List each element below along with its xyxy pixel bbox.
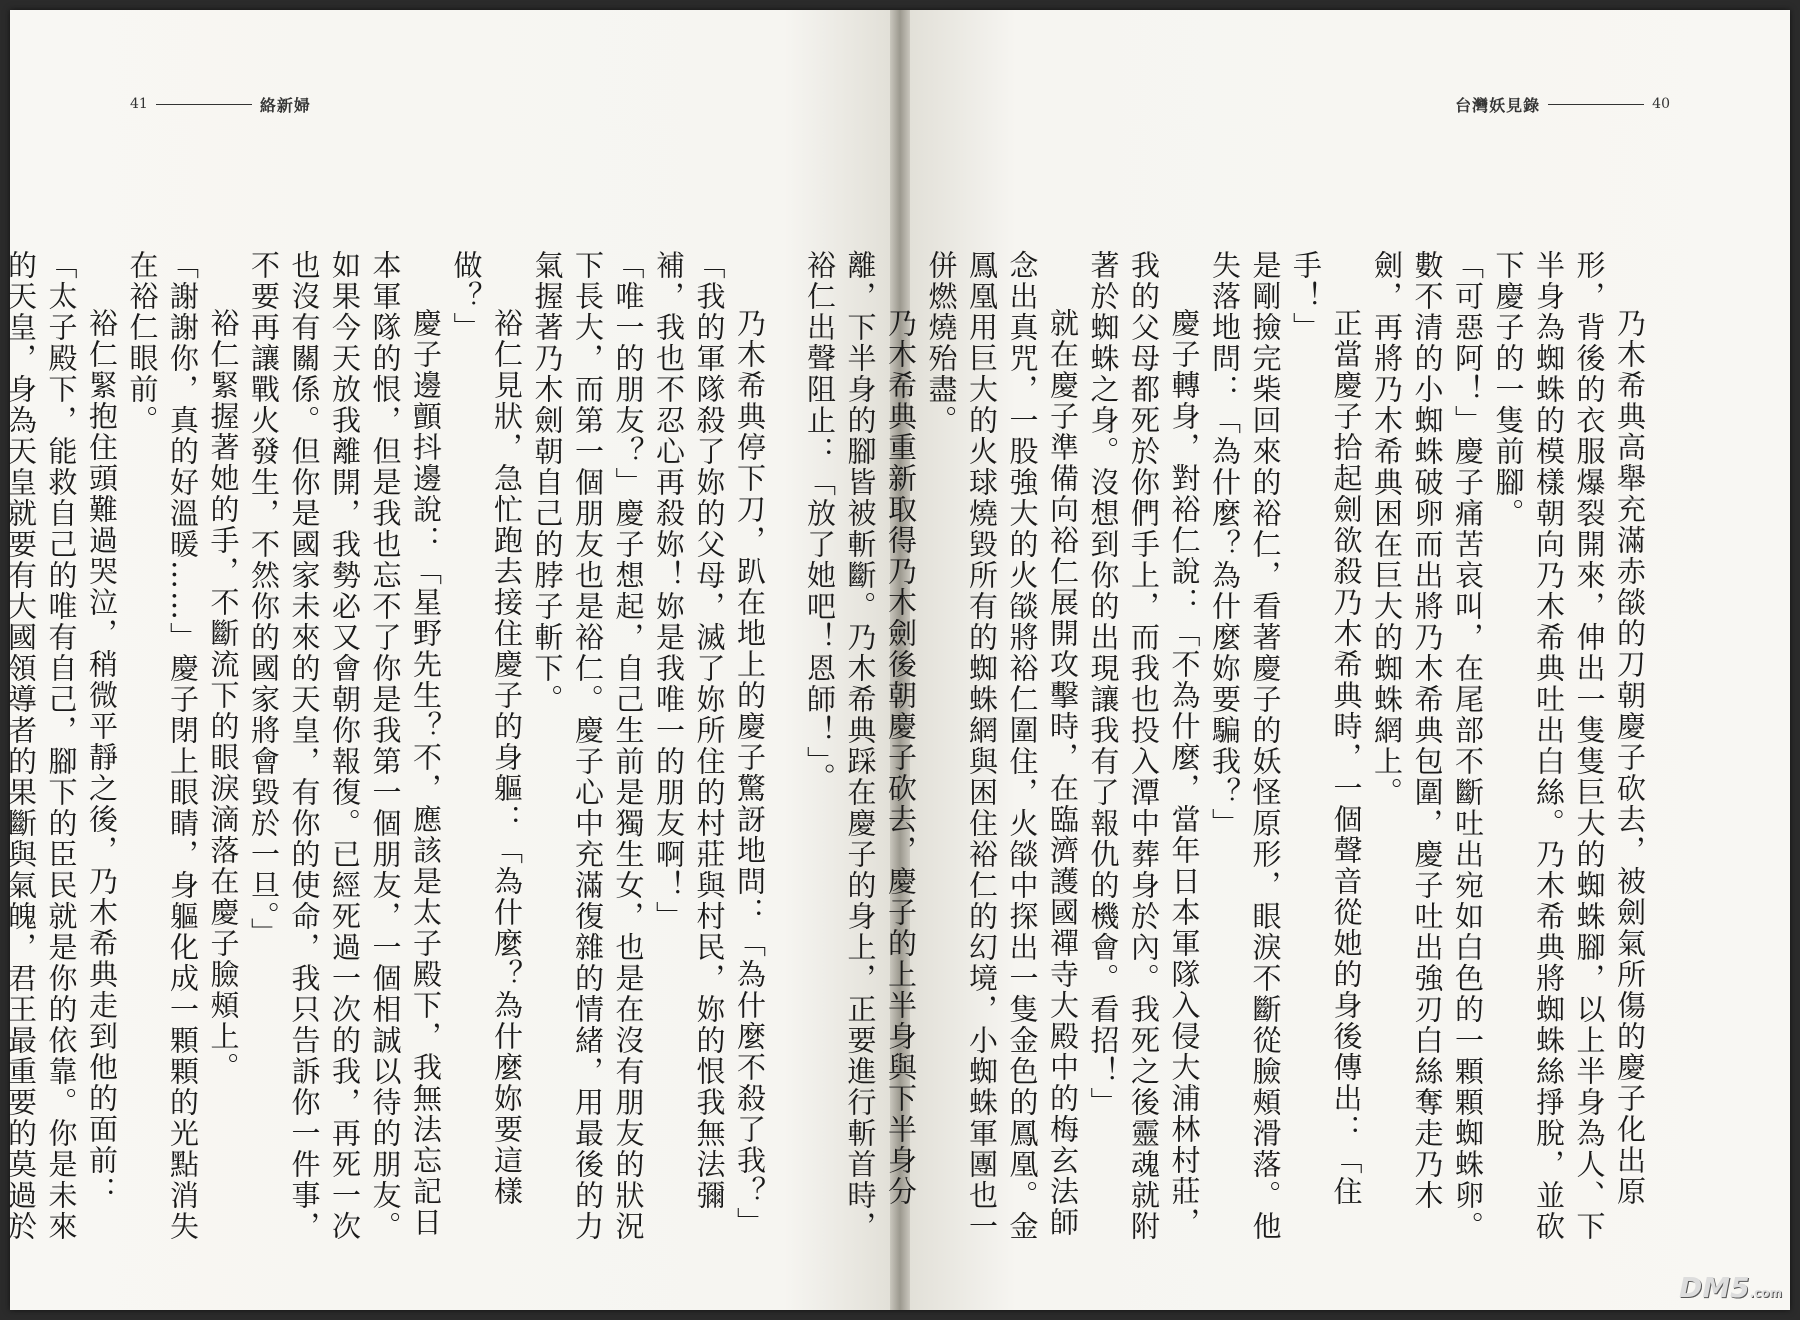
paragraph: 裕仁緊抱住頭難過哭泣，稍微平靜之後，乃木希典走到他的面前：「太子殿下，能救自己的唯有自己，腳下的臣民就是你的依靠。你是未來的天皇，身為天皇就要有大國領導者的果斷與氣魄，君王最重要的莫過於 <box>4 250 119 1242</box>
header-rule <box>1548 104 1644 105</box>
left-page <box>4 10 891 1310</box>
paragraph: 乃木希典重新取得乃木劍後朝慶子砍去，慶子的上半身與下半身分離，下半身的腳皆被斬斷。乃木希典踩在慶子的身上，正要進行斬首時，裕仁出聲阻止：「放了她吧！恩師！」。 <box>803 250 918 1242</box>
right-running-header <box>1455 90 1670 118</box>
paragraph: 「謝謝你，真的好溫暖……」慶子閉上眼睛，身軀化成一顆顆的光點消失在裕仁眼前。 <box>125 250 200 1242</box>
paragraph: 正當慶子拾起劍欲殺乃木希典時，一個聲音從她的身後傳出：「住手！」 <box>1289 250 1364 1207</box>
site-watermark-logo <box>1679 1271 1782 1304</box>
watermark-suffix: .com <box>1749 1286 1782 1300</box>
paragraph: 慶子轉身，對裕仁說：「不為什麼，當年日本軍隊入侵大浦林村莊，我的父母都死於你們手上，而我也投入潭中葬身於內。我死之後靈魂就附著於蜘蛛之身。沒想到你的出現讓我有了報仇的機會。看招！」 <box>1086 250 1202 1242</box>
paragraph: 是剛撿完柴回來的裕仁，看著慶子的妖怪原形，眼淚不斷從臉頰滑落。他失落地問：「為什麼？為什麼妳要騙我？」 <box>1208 250 1283 1242</box>
paragraph: 慶子邊顫抖邊說：「星野先生？不，應該是太子殿下，我無法忘記日本軍隊的恨，但是我也忘不了你是我第一個朋友，一個相誠以待的朋友。如果今天放我離開，我勢必又會朝你報復。已經死過一次的我，再死一次也沒有關係。但你是國家未來的天皇，有你的使命，我只告訴你一件事，不要再讓戰火發生，不然你的國家將會毀於一旦。」 <box>247 250 443 1242</box>
paragraph: 乃木希典停下刀，趴在地上的慶子驚訝地問：「為什麼不殺了我？」 <box>733 308 767 1238</box>
left-page-number: 41 <box>130 96 148 112</box>
paragraph: 「唯一的朋友？」慶子想起，自己生前是獨生女，也是在沒有朋友的狀況下長大，而第一個朋友也是裕仁。慶子心中充滿復雜的情緒，用最後的力氣握著乃木劍朝自己的脖子斬下。 <box>530 250 646 1242</box>
header-rule <box>156 104 252 105</box>
paragraph: 就在慶子準備向裕仁展開攻擊時，在臨濟護國禪寺大殿中的梅玄法師念出真咒，一股強大的火燄將裕仁圍住，火燄中探出一隻金色的鳳凰。金鳳凰用巨大的火球燒毀所有的蜘蛛網與困住裕仁的幻境，小蜘蛛軍團也一併燃燒殆盡。 <box>924 250 1080 1242</box>
watermark-brand: DM5 <box>1678 1271 1750 1304</box>
right-page <box>803 10 1790 1310</box>
chapter-title: 絡新婦 <box>259 95 311 115</box>
book-title: 台灣妖見錄 <box>1455 95 1541 115</box>
left-page-body <box>0 250 770 1250</box>
paragraph: 「可惡阿！」慶子痛苦哀叫，在尾部不斷吐出宛如白色的一顆顆蜘蛛卵。數不清的小蜘蛛破卵而出將乃木希典包圍，慶子吐出強刃白絲奪走乃木劍，再將乃木希典困在巨大的蜘蛛網上。 <box>1370 250 1485 1242</box>
paragraph: 裕仁見狀，急忙跑去接住慶子的身軀：「為什麼？為什麼妳要這樣做？」 <box>449 250 524 1207</box>
book-spread <box>4 10 1790 1310</box>
paragraph: 裕仁緊握著她的手，不斷流下的眼淚滴落在慶子臉頰上。 <box>206 308 241 1083</box>
paragraph: 乃木希典高舉充滿赤燄的刀朝慶子砍去，被劍氣所傷的慶子化出原形，背後的衣服爆裂開來，伸出一隻隻巨大的蜘蛛腳，以上半身為人、下半身為蜘蛛的模樣朝向乃木希典吐出白絲。乃木希典將蜘蛛絲掙脫，並砍下慶子的一隻前腳。 <box>1491 250 1647 1242</box>
paragraph: 「我的軍隊殺了妳的父母，滅了妳所住的村莊與村民，妳的恨我無法彌補，我也不忍心再殺妳！妳是我唯一的朋友啊！」 <box>652 250 727 1211</box>
left-running-header <box>130 90 311 118</box>
right-page-number: 40 <box>1652 96 1670 112</box>
right-page-body <box>800 250 1651 1250</box>
